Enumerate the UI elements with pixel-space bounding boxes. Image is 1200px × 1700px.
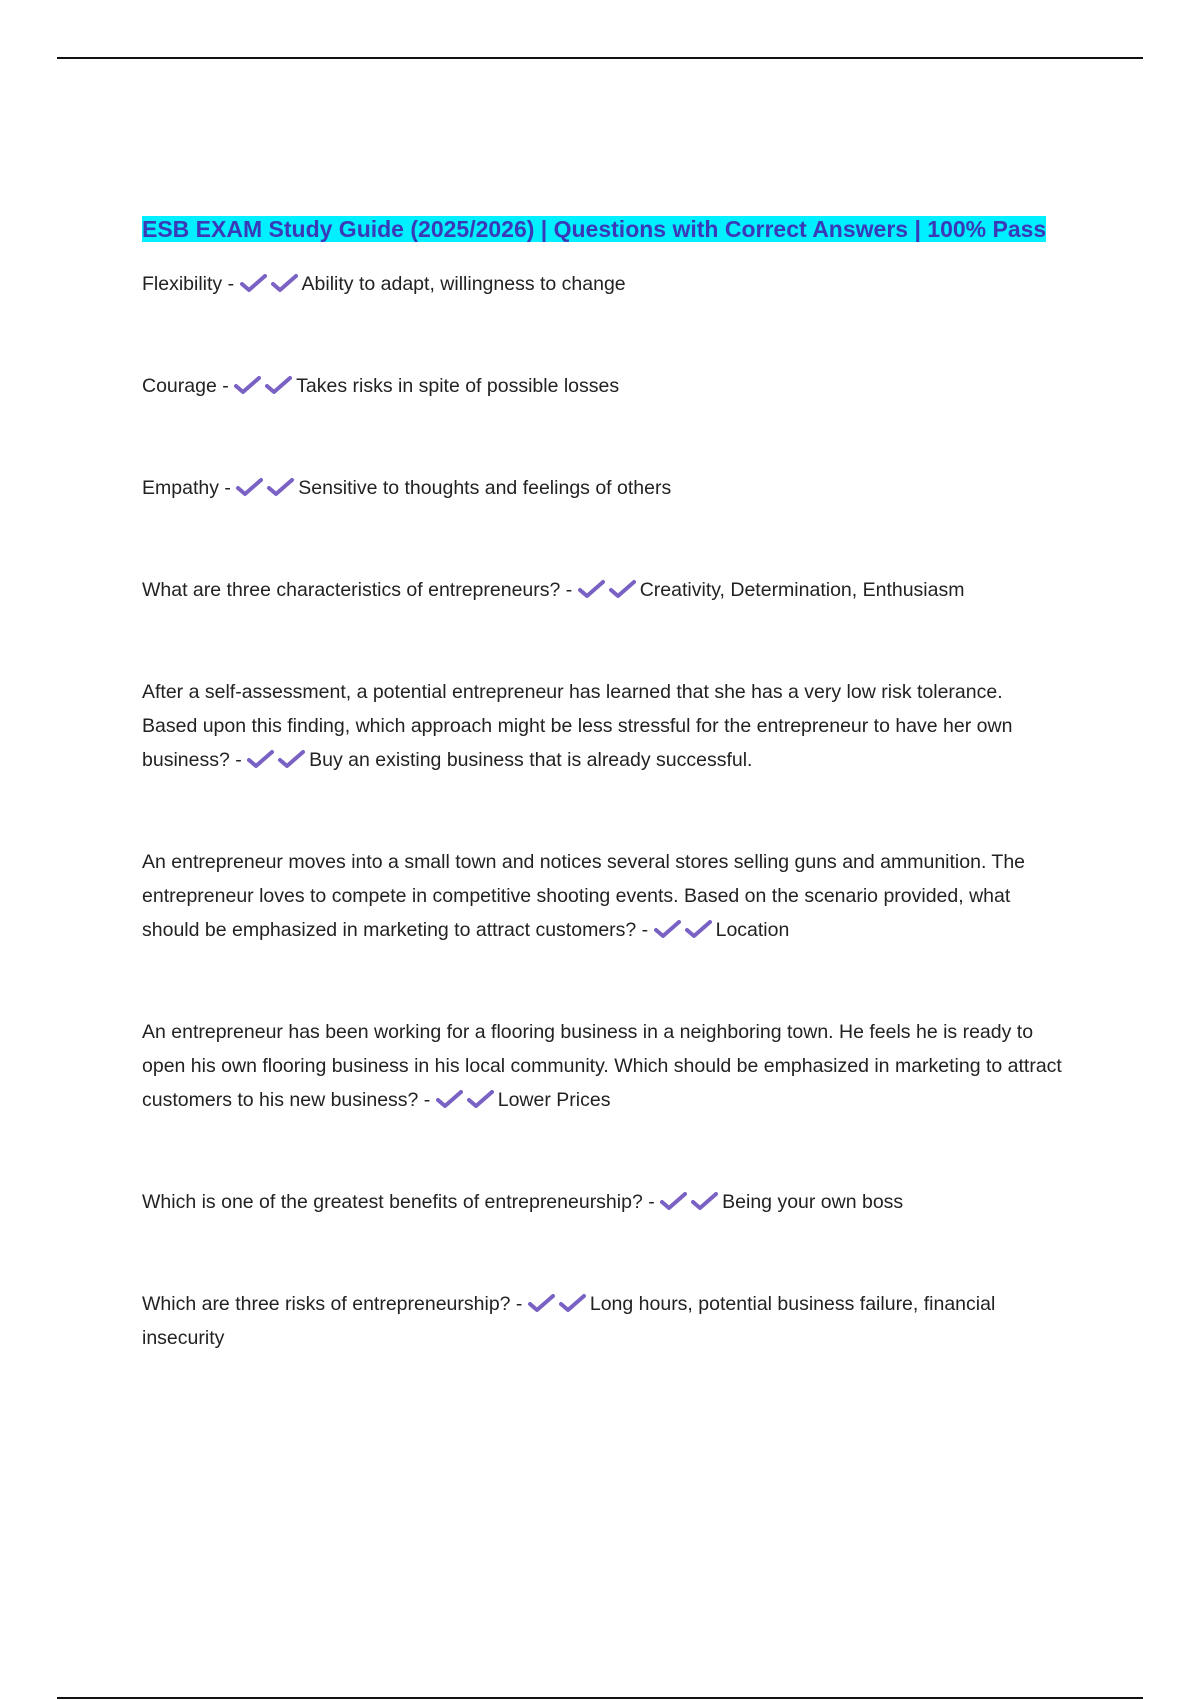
answer-text: Lower Prices <box>497 1089 611 1111</box>
check-icon-shape <box>271 273 298 293</box>
answer-text: Ability to adapt, willingness to change <box>301 273 626 295</box>
qa-item <box>142 1185 1062 1219</box>
double-check-icon <box>236 477 298 499</box>
title-highlight: ESB EXAM Study Guide (2025/2026) | Questions with Correct Answers | 100% Pass <box>142 216 1047 242</box>
answer-text: Being your own boss <box>722 1191 904 1213</box>
question-text: Which are three risks of entrepreneurship? <box>142 1293 511 1315</box>
question-text: After a self-assessment, a potential entrepreneur has learned that she has a very low risk tolerance. Based upon this finding, which approach might be less stressful for the entrepreneur to have her own business? <box>142 681 1013 771</box>
check-icon <box>654 919 681 939</box>
qa-item <box>142 1015 1062 1117</box>
check-icon-shape <box>609 579 636 599</box>
check-icon-shape <box>559 1293 586 1313</box>
qa-item <box>142 845 1062 947</box>
check-icon-shape <box>234 375 261 395</box>
question-text: An entrepreneur has been working for a flooring business in a neighboring town. He feels he is ready to open his own flooring business in his local community. Which should be emphasized in marketing to attract customers to his new business? <box>142 1021 1062 1111</box>
check-icon <box>467 1089 494 1109</box>
qa-item <box>142 267 1062 301</box>
double-check-icon <box>660 1191 722 1213</box>
check-icon <box>436 1089 463 1109</box>
check-icon-shape <box>654 919 681 939</box>
separator: - <box>418 1089 436 1111</box>
double-check-icon <box>436 1089 498 1111</box>
check-icon-shape <box>467 1089 494 1109</box>
header-rule <box>57 57 1143 59</box>
check-icon-shape <box>660 1191 687 1211</box>
check-icon-shape <box>685 919 712 939</box>
check-icon-shape <box>267 477 294 497</box>
separator: - <box>222 273 240 295</box>
check-icon <box>691 1191 718 1211</box>
qa-item <box>142 573 1062 607</box>
answer-text: Long hours, potential business failure, financial insecurity <box>142 1293 996 1349</box>
answer-text: Creativity, Determination, Enthusiasm <box>639 579 965 601</box>
check-icon <box>240 273 267 293</box>
question-text: Courage <box>142 375 217 397</box>
check-icon <box>278 749 305 769</box>
separator: - <box>229 749 248 771</box>
check-icon-shape <box>528 1293 555 1313</box>
check-icon-shape <box>278 749 305 769</box>
check-icon <box>271 273 298 293</box>
check-icon-shape <box>691 1191 718 1211</box>
check-icon <box>267 477 294 497</box>
qa-item <box>142 675 1062 777</box>
document-page <box>142 210 1062 1423</box>
check-icon-shape <box>236 477 263 497</box>
question-text: Which is one of the greatest benefits of entrepreneurship? <box>142 1191 643 1213</box>
check-icon <box>247 749 274 769</box>
separator: - <box>218 477 237 499</box>
double-check-icon <box>247 749 309 771</box>
question-text: Empathy <box>142 477 219 499</box>
answer-text: Location <box>715 919 790 941</box>
separator: - <box>216 375 235 397</box>
check-icon-shape <box>265 375 292 395</box>
check-icon <box>265 375 292 395</box>
question-text: What are three characteristics of entrepreneurs? <box>142 579 561 601</box>
question-text: Flexibility <box>142 273 223 295</box>
question-text: An entrepreneur moves into a small town and notices several stores selling guns and ammunition. The entrepreneur loves to compete in competitive shooting events. Based on the scenario provided, what should be emphasized in marketing to attract customers? <box>142 851 1026 941</box>
check-icon-shape <box>247 749 274 769</box>
separator: - <box>636 919 654 941</box>
check-icon <box>528 1293 555 1313</box>
answer-text: Buy an existing business that is already successful. <box>309 749 753 771</box>
document-title <box>142 210 1062 249</box>
double-check-icon <box>234 375 296 397</box>
double-check-icon <box>654 919 716 941</box>
check-icon <box>685 919 712 939</box>
separator: - <box>510 1293 528 1315</box>
check-icon-shape <box>240 273 267 293</box>
double-check-icon <box>578 579 640 601</box>
double-check-icon <box>528 1293 590 1315</box>
check-icon <box>559 1293 586 1313</box>
footer-rule <box>57 1697 1143 1699</box>
check-icon <box>234 375 261 395</box>
check-icon <box>609 579 636 599</box>
answer-text: Takes risks in spite of possible losses <box>296 375 620 397</box>
separator: - <box>642 1191 661 1213</box>
check-icon <box>578 579 605 599</box>
check-icon <box>236 477 263 497</box>
qa-item <box>142 1287 1062 1355</box>
check-icon-shape <box>436 1089 463 1109</box>
check-icon-shape <box>578 579 605 599</box>
separator: - <box>560 579 578 601</box>
qa-item <box>142 369 1062 403</box>
check-icon <box>660 1191 687 1211</box>
double-check-icon <box>240 273 302 295</box>
qa-item <box>142 471 1062 505</box>
answer-text: Sensitive to thoughts and feelings of others <box>298 477 672 499</box>
